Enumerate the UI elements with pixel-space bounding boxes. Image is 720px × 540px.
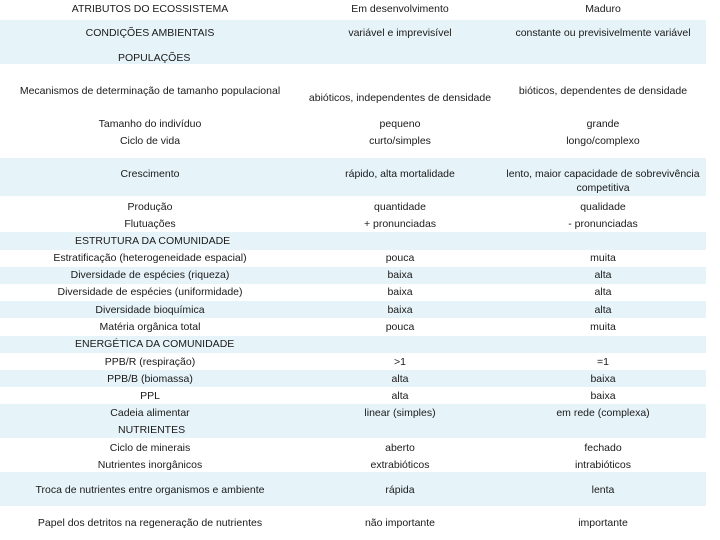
row-inorganic-dev: extrabióticos	[370, 459, 430, 471]
row-exchange-label: Troca de nutrientes entre organismos e ambiente	[35, 484, 265, 496]
section-nutrients: NUTRIENTES	[118, 424, 186, 436]
row-stratification-mature: muita	[590, 252, 616, 264]
row-stratification-label: Estratificação (heterogeneidade espacial)	[53, 252, 247, 264]
row-organic-mature: muita	[590, 321, 616, 333]
header-developing: Em desenvolvimento	[351, 3, 449, 15]
row-mechanisms-dev: abióticos, independentes de densidade	[308, 92, 492, 104]
row-exchange-dev: rápida	[385, 484, 415, 496]
row-ppl-mature: baixa	[590, 390, 616, 402]
row-detritus-dev: não importante	[364, 517, 436, 529]
section-community: ESTRUTURA DA COMUNIDADE	[75, 235, 231, 247]
row-biochemical-label: Diversidade bioquímica	[95, 304, 205, 316]
row-minerals-label: Ciclo de minerais	[109, 442, 191, 454]
row-size-mature: grande	[586, 118, 620, 130]
row-richness-mature: alta	[594, 269, 612, 281]
row-inorganic-mature: intrabióticos	[574, 459, 632, 471]
row-biochemical-mature: alta	[594, 304, 612, 316]
row-minerals-mature: fechado	[584, 442, 622, 454]
row-chain-dev: linear (simples)	[364, 407, 436, 419]
row-exchange-mature: lenta	[591, 484, 615, 496]
row-richness-label: Diversidade de espécies (riqueza)	[70, 269, 230, 281]
band-populations	[0, 50, 706, 64]
row-ppbb-label: PPB/B (biomassa)	[107, 373, 193, 385]
row-lifecycle-label: Ciclo de vida	[119, 135, 181, 147]
section-populations: POPULAÇÕES	[118, 52, 191, 64]
row-organic-label: Matéria orgânica total	[99, 321, 201, 333]
band-nutrients	[0, 421, 706, 438]
row-growth-mature: lento, maior capacidade de sobrevivência competitiva	[506, 168, 700, 194]
row-ppbr-mature: =1	[597, 356, 609, 368]
row-growth-dev: rápido, alta mortalidade	[345, 168, 455, 180]
row-mechanisms-mature: bióticos, dependentes de densidade	[518, 85, 688, 97]
row-minerals-dev: aberto	[385, 442, 415, 454]
row-chain-mature: em rede (complexa)	[556, 407, 650, 419]
row-production-mature: qualidade	[580, 201, 626, 213]
row-evenness-label: Diversidade de espécies (uniformidade)	[57, 286, 243, 298]
row-biochemical-dev: baixa	[387, 304, 413, 316]
row-inorganic-label: Nutrientes inorgânicos	[97, 459, 203, 471]
row-lifecycle-dev: curto/simples	[369, 135, 431, 147]
row-production-label: Produção	[127, 201, 173, 213]
row-mechanisms-label: Mecanismos de determinação de tamanho populacional	[19, 85, 281, 97]
row-evenness-dev: baixa	[387, 286, 413, 298]
row-fluctuations-dev: + pronunciadas	[363, 218, 437, 230]
row-growth-label: Crescimento	[120, 168, 180, 180]
conditions-mature: constante ou previsivelmente variável	[515, 27, 691, 39]
row-ppbr-label: PPB/R (respiração)	[104, 356, 196, 368]
row-size-label: Tamanho do indivíduo	[98, 118, 202, 130]
header-attributes: ATRIBUTOS DO ECOSSISTEMA	[71, 3, 229, 15]
row-organic-dev: pouca	[385, 321, 415, 333]
row-ppbb-mature: baixa	[590, 373, 616, 385]
section-energetics: ENERGÉTICA DA COMUNIDADE	[75, 338, 235, 350]
row-ppbr-dev: >1	[394, 356, 406, 368]
conditions-dev: variável e imprevisível	[348, 27, 452, 39]
row-fluctuations-mature: - pronunciadas	[568, 218, 638, 230]
row-ppl-dev: alta	[391, 390, 409, 402]
row-detritus-label: Papel dos detritos na regeneração de nutrientes	[37, 517, 263, 529]
row-richness-dev: baixa	[387, 269, 413, 281]
row-lifecycle-mature: longo/complexo	[566, 135, 640, 147]
row-ppl-label: PPL	[140, 390, 160, 402]
row-ppbb-dev: alta	[391, 373, 409, 385]
row-chain-label: Cadeia alimentar	[110, 407, 190, 419]
row-evenness-mature: alta	[594, 286, 612, 298]
header-mature: Maduro	[585, 3, 621, 15]
row-stratification-dev: pouca	[385, 252, 415, 264]
row-detritus-mature: importante	[578, 517, 628, 529]
row-production-dev: quantidade	[374, 201, 426, 213]
row-size-dev: pequeno	[379, 118, 421, 130]
row-fluctuations-label: Flutuações	[124, 218, 176, 230]
conditions-label: CONDIÇÕES AMBIENTAIS	[85, 27, 215, 39]
